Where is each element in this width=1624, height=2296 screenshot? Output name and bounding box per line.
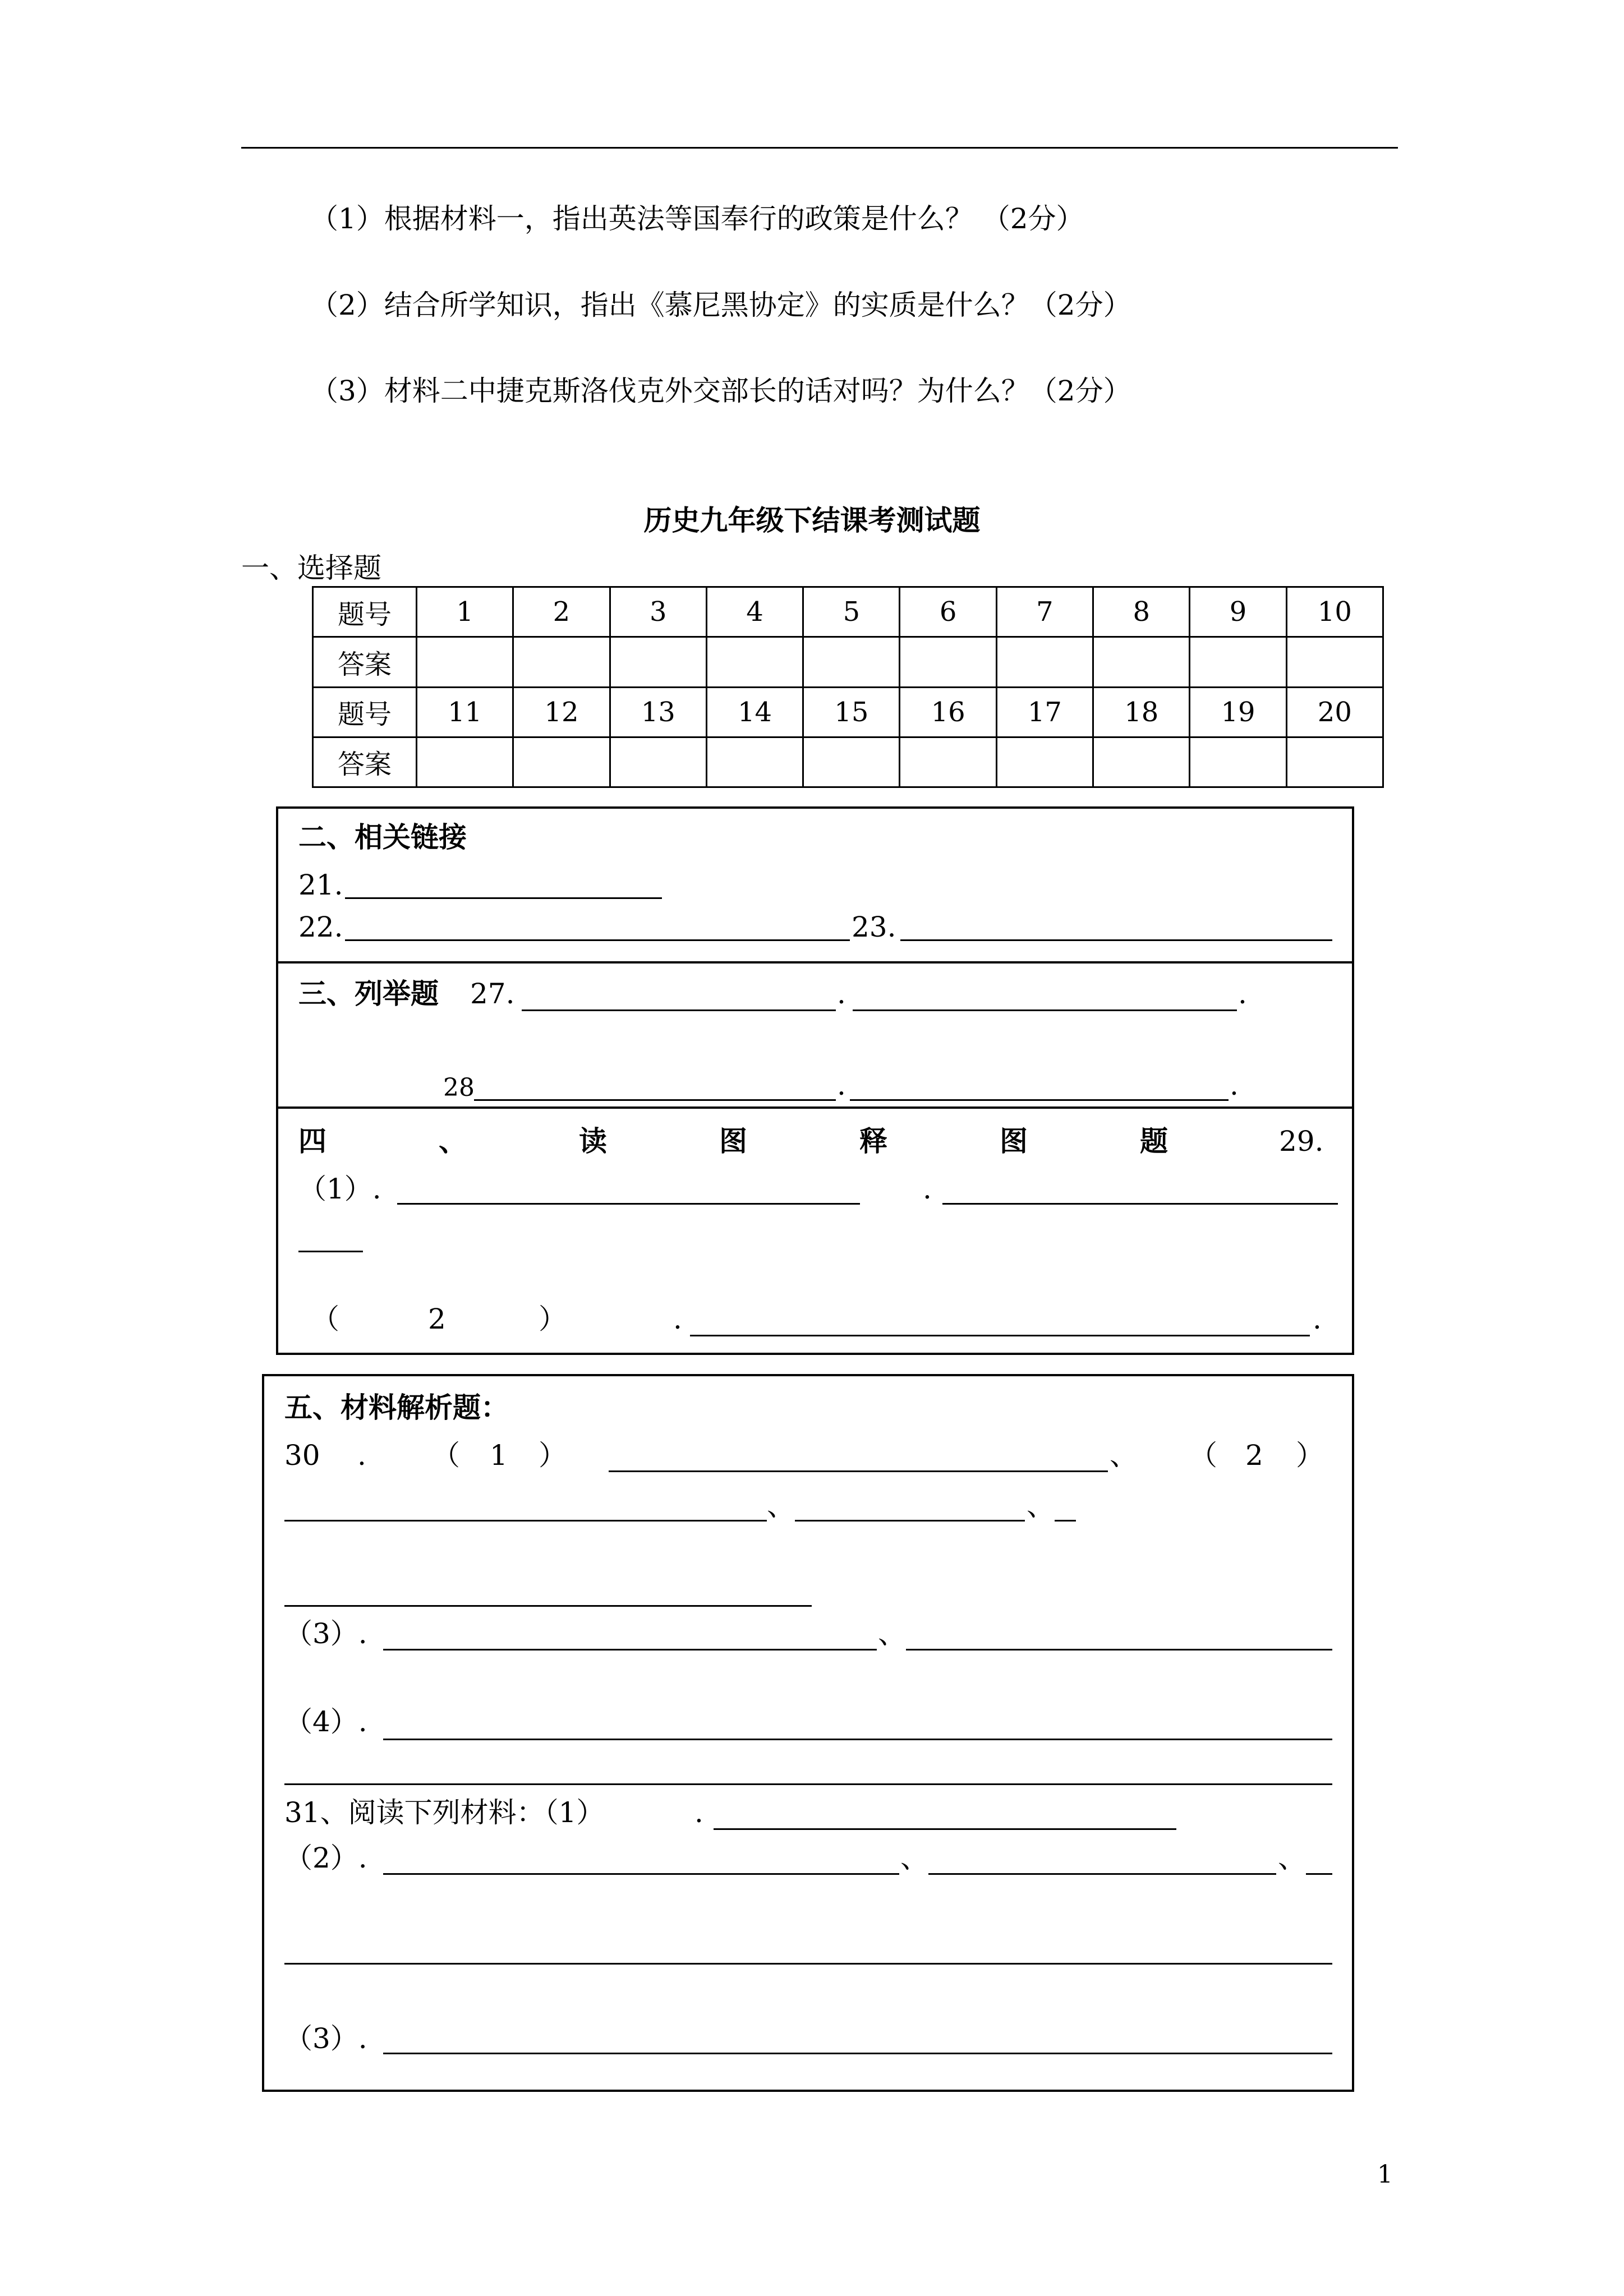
table-row bbox=[313, 637, 1383, 687]
separator-comma: 、 bbox=[1278, 1842, 1306, 1874]
item-28-label: 28 bbox=[443, 1073, 475, 1102]
table-cell: 12 bbox=[513, 687, 610, 737]
separator-dot: . bbox=[837, 1069, 846, 1101]
separator-dot: . bbox=[1238, 978, 1247, 1010]
answer-cell[interactable] bbox=[1190, 737, 1286, 787]
separator-dot: . bbox=[837, 978, 846, 1010]
sections-2-4-box bbox=[276, 806, 1354, 1355]
choice-answer-table bbox=[312, 586, 1384, 788]
section-map-title-char: 四 bbox=[298, 1124, 326, 1158]
item-29-sub2-close: ） bbox=[539, 1303, 567, 1335]
item-21-label: 21. bbox=[298, 869, 343, 901]
sub-number-2: 2 bbox=[1245, 1439, 1263, 1472]
paren-open: （ bbox=[1189, 1439, 1217, 1472]
sub-number-1: 1 bbox=[490, 1439, 508, 1472]
paren-close: ） bbox=[539, 1439, 567, 1472]
section-list-title: 三、列举题 bbox=[298, 977, 439, 1010]
row-label-number: 题号 bbox=[313, 587, 417, 637]
answer-cell[interactable] bbox=[706, 737, 803, 787]
answer-blank-31-1[interactable] bbox=[714, 1828, 1176, 1830]
table-cell: 17 bbox=[996, 687, 1093, 737]
answer-blank-30-3a[interactable] bbox=[383, 1649, 877, 1650]
answer-blank-27b[interactable] bbox=[853, 1009, 1237, 1011]
answer-blank-28a[interactable] bbox=[474, 1099, 836, 1101]
item-22-label: 22. bbox=[298, 911, 343, 943]
item-30-label: 30 bbox=[284, 1439, 320, 1472]
answer-blank-29-2[interactable] bbox=[690, 1335, 1310, 1336]
section-5-box bbox=[262, 1374, 1354, 2092]
answer-cell[interactable] bbox=[417, 737, 513, 787]
item-29-sub2-open: （ bbox=[311, 1303, 339, 1335]
answer-blank-29-1b[interactable] bbox=[942, 1203, 1338, 1205]
table-cell: 5 bbox=[803, 587, 900, 637]
answer-blank-31-2c[interactable] bbox=[1306, 1873, 1332, 1875]
question-3: （3）材料二中捷克斯洛伐克外交部长的话对吗？为什么？（2分） bbox=[310, 375, 1131, 407]
answer-cell[interactable] bbox=[513, 737, 610, 787]
section-map-title-char: 图 bbox=[719, 1124, 747, 1158]
answer-blank-31-2d[interactable] bbox=[284, 1963, 1332, 1965]
table-cell: 13 bbox=[610, 687, 706, 737]
answer-blank-28b[interactable] bbox=[850, 1099, 1229, 1101]
table-cell: 7 bbox=[996, 587, 1093, 637]
row-label-answer: 答案 bbox=[313, 737, 417, 787]
item-29-sub1-label: （1）. bbox=[298, 1173, 381, 1205]
answer-cell[interactable] bbox=[1286, 637, 1383, 687]
answer-blank-27a[interactable] bbox=[522, 1009, 836, 1011]
separator-comma: 、 bbox=[878, 1617, 906, 1650]
answer-blank-30-3b[interactable] bbox=[906, 1649, 1332, 1650]
answer-blank-30-4a[interactable] bbox=[383, 1739, 1332, 1740]
item-29-sub2-num: 2 bbox=[428, 1303, 446, 1335]
section-map-title-char: 、 bbox=[439, 1124, 467, 1158]
table-cell: 20 bbox=[1286, 687, 1383, 737]
table-cell: 4 bbox=[706, 587, 803, 637]
answer-blank-31-2a[interactable] bbox=[383, 1873, 899, 1875]
item-31-label: 31、阅读下列材料：（1） bbox=[284, 1796, 605, 1829]
answer-blank-30-1[interactable] bbox=[609, 1470, 1108, 1472]
table-cell: 14 bbox=[706, 687, 803, 737]
answer-cell[interactable] bbox=[513, 637, 610, 687]
answer-blank-30-2d[interactable] bbox=[284, 1605, 812, 1607]
answer-cell[interactable] bbox=[610, 737, 706, 787]
item-27-label: 27. bbox=[470, 978, 515, 1010]
answer-cell[interactable] bbox=[417, 637, 513, 687]
table-cell: 1 bbox=[417, 587, 513, 637]
item-31-sub3-label: （3）. bbox=[284, 2022, 367, 2055]
item-23-label: 23. bbox=[852, 911, 896, 943]
item-29-label: 29. bbox=[1279, 1125, 1324, 1158]
section-material-title: 五、材料解析题： bbox=[284, 1391, 509, 1424]
table-row bbox=[313, 687, 1383, 737]
table-cell: 3 bbox=[610, 587, 706, 637]
question-1: （1）根据材料一，指出英法等国奉行的政策是什么？ （2分） bbox=[310, 202, 1084, 235]
answer-cell[interactable] bbox=[996, 737, 1093, 787]
table-cell: 15 bbox=[803, 687, 900, 737]
answer-cell[interactable] bbox=[1093, 737, 1190, 787]
separator-comma: 、 bbox=[1110, 1439, 1138, 1472]
paren-close: ） bbox=[1296, 1439, 1324, 1472]
table-row bbox=[313, 587, 1383, 637]
answer-blank-23[interactable] bbox=[900, 939, 1332, 941]
answer-cell[interactable] bbox=[900, 737, 996, 787]
separator-dot: . bbox=[1313, 1303, 1322, 1335]
separator-comma: 、 bbox=[767, 1490, 795, 1522]
answer-cell[interactable] bbox=[996, 637, 1093, 687]
answer-cell[interactable] bbox=[803, 637, 900, 687]
section-map-title-char: 读 bbox=[579, 1124, 607, 1158]
table-cell: 6 bbox=[900, 587, 996, 637]
separator-dot: . bbox=[1230, 1069, 1239, 1101]
answer-blank-29-1c[interactable] bbox=[298, 1251, 363, 1252]
item-30-sub4-label: （4）. bbox=[284, 1705, 367, 1738]
row-label-answer: 答案 bbox=[313, 637, 417, 687]
answer-cell[interactable] bbox=[900, 637, 996, 687]
separator-comma: 、 bbox=[1027, 1490, 1055, 1522]
answer-blank-31-3[interactable] bbox=[383, 2053, 1332, 2054]
answer-blank-30-2c[interactable] bbox=[1055, 1520, 1076, 1522]
table-cell: 8 bbox=[1093, 587, 1190, 637]
section-choice-title: 一、选择题 bbox=[241, 552, 381, 584]
table-cell: 16 bbox=[900, 687, 996, 737]
page-number: 1 bbox=[1377, 2160, 1393, 2189]
table-cell: 19 bbox=[1190, 687, 1286, 737]
separator-dot: . bbox=[357, 1439, 366, 1472]
section-map-title-char: 图 bbox=[1000, 1124, 1028, 1158]
table-cell: 10 bbox=[1286, 587, 1383, 637]
section-link-title: 二、相关链接 bbox=[298, 820, 467, 854]
question-2: （2）结合所学知识，指出《慕尼黑协定》的实质是什么？（2分） bbox=[310, 289, 1131, 321]
separator-dot: . bbox=[673, 1303, 682, 1335]
answer-blank-29-1a[interactable] bbox=[397, 1203, 860, 1205]
table-row bbox=[313, 737, 1383, 787]
answer-cell[interactable] bbox=[1190, 637, 1286, 687]
section-divider bbox=[276, 1106, 1354, 1109]
answer-cell[interactable] bbox=[803, 737, 900, 787]
table-cell: 18 bbox=[1093, 687, 1190, 737]
answer-sheet-title: 历史九年级下结课考测试题 bbox=[643, 504, 981, 537]
table-cell: 2 bbox=[513, 587, 610, 637]
section-map-title-char: 释 bbox=[859, 1124, 887, 1158]
header-rule bbox=[241, 147, 1398, 149]
table-cell: 9 bbox=[1190, 587, 1286, 637]
item-31-sub2-label: （2）. bbox=[284, 1842, 367, 1874]
answer-cell[interactable] bbox=[706, 637, 803, 687]
table-cell: 11 bbox=[417, 687, 513, 737]
answer-blank-30-2b[interactable] bbox=[795, 1520, 1025, 1522]
separator-dot: . bbox=[694, 1796, 703, 1829]
answer-cell[interactable] bbox=[1093, 637, 1190, 687]
item-30-sub3-label: （3）. bbox=[284, 1617, 367, 1650]
section-map-title-char: 题 bbox=[1140, 1124, 1168, 1158]
answer-blank-30-2a[interactable] bbox=[284, 1520, 767, 1522]
answer-blank-22[interactable] bbox=[345, 939, 850, 941]
section-divider bbox=[276, 961, 1354, 963]
answer-blank-31-2b[interactable] bbox=[928, 1873, 1276, 1875]
separator-dot: . bbox=[923, 1173, 932, 1205]
answer-cell[interactable] bbox=[610, 637, 706, 687]
separator-comma: 、 bbox=[900, 1842, 928, 1874]
answer-cell[interactable] bbox=[1286, 737, 1383, 787]
answer-blank-21[interactable] bbox=[345, 897, 662, 899]
row-label-number: 题号 bbox=[313, 687, 417, 737]
paren-open: （ bbox=[432, 1439, 460, 1472]
answer-blank-30-4b[interactable] bbox=[284, 1783, 1332, 1785]
